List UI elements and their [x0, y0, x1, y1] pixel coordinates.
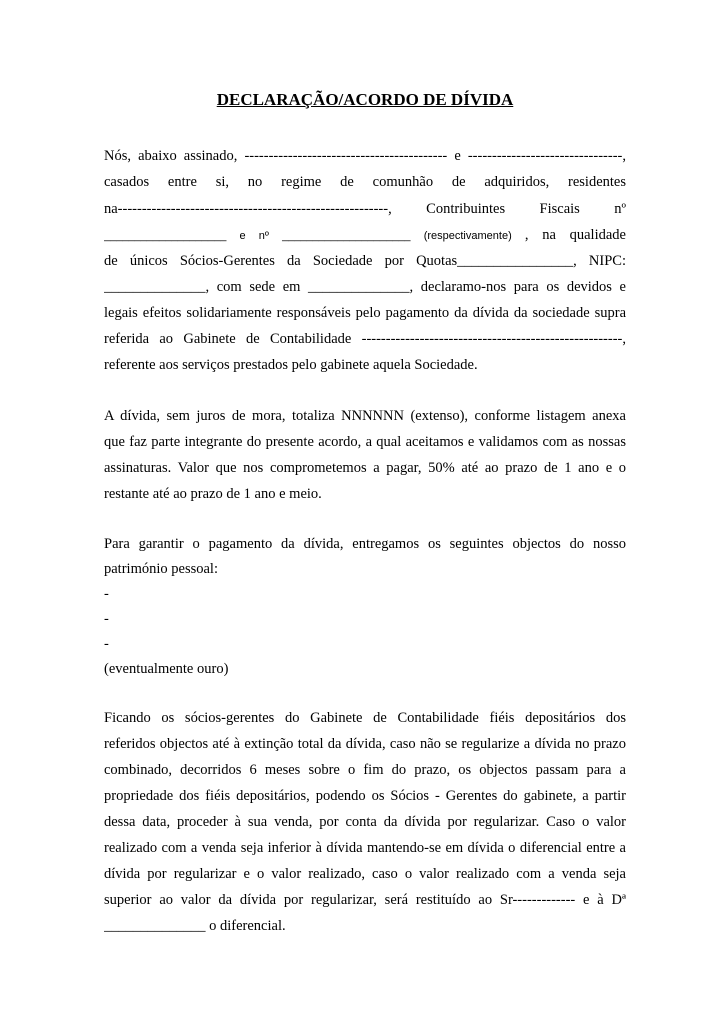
paragraph-1-line-5: de únicos Sócios-Gerentes da Sociedade por Quotas________________, NIPC:	[104, 253, 626, 269]
paragraph-4-line-9: ______________ o diferencial.	[104, 918, 286, 934]
paragraph-1-line-4-end: , na qualidade	[524, 227, 626, 243]
paragraph-4-line-8: superior ao valor da dívida por regularizar, será restituído ao Sr------------- e à Dª	[104, 892, 626, 908]
paragraph-4-line-2: referidos objectos até à extinção total da dívida, caso não se regularize a dívida no prazo	[104, 736, 626, 752]
fiscal-number-connector: e nº	[226, 230, 283, 242]
paragraph-1-line-9: referente aos serviços prestados pelo gabinete aquela Sociedade.	[104, 357, 478, 373]
paragraph-1-line-3: na--------------------------------------------------------, Contribuintes Fiscais nº	[104, 201, 626, 217]
paragraph-4-line-1: Ficando os sócios-gerentes do Gabinete de Contabilidade fiéis depositários dos	[104, 710, 626, 726]
paragraph-4-line-5: dessa data, proceder à sua venda, por conta da dívida por regularizar. Caso o valor	[104, 814, 626, 830]
paragraph-1-line-6: ______________, com sede em ______________, declaramo-nos para os devidos e	[104, 279, 626, 295]
list-item-2: -	[104, 611, 109, 627]
paragraph-2-line-2: que faz parte integrante do presente acordo, a qual aceitamos e validamos com as nossas	[104, 434, 626, 450]
paragraph-3-line-2: património pessoal:	[104, 561, 218, 577]
document-title: DECLARAÇÃO/ACORDO DE DÍVIDA	[216, 90, 514, 109]
paragraph-3-line-1: Para garantir o pagamento da dívida, entregamos os seguintes objectos do nosso	[104, 536, 626, 552]
paragraph-4-line-7: dívida por regularizar e o valor realizado, caso o valor realizado com a venda seja	[104, 866, 626, 882]
paragraph-4-line-6: realizado com a venda seja inferior à dívida mantendo-se em dívida o diferencial entre a	[104, 840, 626, 856]
paragraph-2-line-1: A dívida, sem juros de mora, totaliza NNNNNN (extenso), conforme listagem anexa	[104, 408, 626, 424]
paragraph-1-line-7: legais efeitos solidariamente responsáveis pelo pagamento da dívida da sociedade supra	[104, 305, 626, 321]
paragraph-4-line-3: combinado, decorridos 6 meses sobre o fim do prazo, os objectos passam para a	[104, 762, 626, 778]
fiscal-number-blank-2: _____________________	[282, 230, 411, 242]
gold-note: (eventualmente ouro)	[104, 661, 229, 677]
paragraph-2-line-4: restante até ao prazo de 1 ano e meio.	[104, 486, 322, 502]
list-item-1: -	[104, 586, 109, 602]
paragraph-1-line-2: casados entre si, no regime de comunhão de adquiridos, residentes	[104, 174, 626, 190]
fiscal-number-blank-1: ____________________	[104, 230, 227, 242]
paragraph-1-line-1: Nós, abaixo assinado, ------------------------------------------ e --------------------------------,	[104, 148, 626, 164]
paragraph-1-line-4	[104, 225, 626, 246]
paragraph-2-line-3: assinaturas. Valor que nos comprometemos a pagar, 50% até ao prazo de 1 ano e o	[104, 460, 626, 476]
paragraph-1-line-8: referida ao Gabinete de Contabilidade ------------------------------------------------------,	[104, 331, 626, 347]
list-item-3: -	[104, 636, 109, 652]
paragraph-4-line-4: propriedade dos fiéis depositários, podendo os Sócios - Gerentes do gabinete, a partir	[104, 788, 626, 804]
respectively-note: (respectivamente)	[410, 230, 525, 242]
